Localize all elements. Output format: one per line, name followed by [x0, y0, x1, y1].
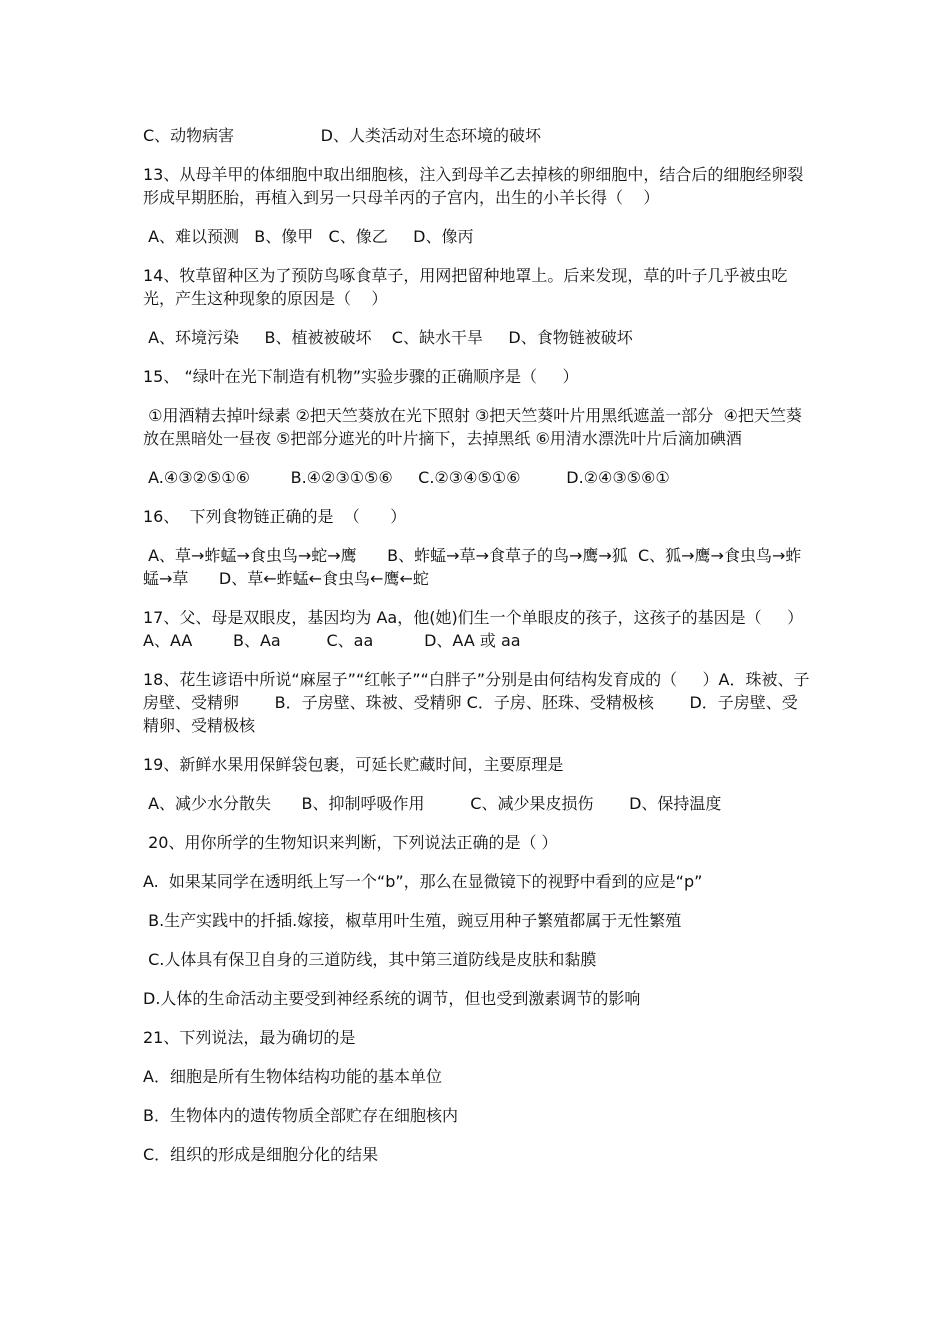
- question-17: 17、父、母是双眼皮，基因均为 Aa，他(她)们生一个单眼皮的孩子，这孩子的基因是（ ） A、AA B、Aa C、aa D、AA 或 aa: [143, 608, 814, 650]
- options-19: A、减少水分散失 B、抑制呼吸作用 C、减少果皮损伤 D、保持温度: [143, 794, 722, 813]
- option-21-c: C．组织的形成是细胞分化的结果: [143, 1145, 379, 1164]
- option-line-12: C、动物病害 D、人类活动对生态环境的破坏: [143, 126, 541, 145]
- question-14: 14、牧草留种区为了预防鸟啄食草子，用网把留种地罩上。后来发现，草的叶子几乎被虫吃光，产生这种现象的原因是（ ）: [143, 266, 788, 308]
- question-18: 18、花生谚语中所说“麻屋子”“红帐子”“白胖子”分别是由何结构发育成的（ ）A．珠被、子房壁、受精卵 B．子房壁、珠被、受精卵 C．子房、胚珠、受精极核 D．子房壁、受精卵、受精极核: [143, 670, 810, 735]
- steps-15: ①用酒精去掉叶绿素 ②把天竺葵放在光下照射 ③把天竺葵叶片用黑纸遮盖一部分 ④把天竺葵放在黑暗处一昼夜 ⑤把部分遮光的叶片摘下，去掉黑纸 ⑥用清水漂洗叶片后滴加碘酒: [143, 406, 802, 448]
- option-20-a: A. 如果某同学在透明纸上写一个“b”，那么在显微镜下的视野中看到的应是“p”: [143, 872, 703, 891]
- options-16: A、草→蚱蜢→食虫鸟→蛇→鹰 B、蚱蜢→草→食草子的鸟→鹰→狐 C、狐→鹰→食虫鸟→蚱蜢→草 D、草←蚱蜢←食虫鸟←鹰←蛇: [143, 546, 802, 588]
- option-20-b: B.生产实践中的扦插.嫁接，椒草用叶生殖，豌豆用种子繁殖都属于无性繁殖: [143, 911, 682, 930]
- option-21-b: B．生物体内的遗传物质全部贮存在细胞核内: [143, 1106, 458, 1125]
- question-16: 16、 下列食物链正确的是 （ ）: [143, 507, 407, 526]
- option-20-d: D.人体的生命活动主要受到神经系统的调节，但也受到激素调节的影响: [143, 989, 641, 1008]
- question-21: 21、下列说法，最为确切的是: [143, 1028, 356, 1047]
- question-19: 19、新鲜水果用保鲜袋包裹，可延长贮藏时间，主要原理是: [143, 755, 564, 774]
- document-page: [143, 124, 814, 1182]
- options-14: A、环境污染 B、植被被破坏 C、缺水干旱 D、食物链被破坏: [143, 328, 633, 347]
- question-20: 20、用你所学的生物知识来判断，下列说法正确的是（ ）: [143, 833, 558, 852]
- question-13: 13、从母羊甲的体细胞中取出细胞核，注入到母羊乙去掉核的卵细胞中，结合后的细胞经卵裂形成早期胚胎，再植入到另一只母羊丙的子宫内，出生的小羊长得（ ）: [143, 165, 804, 207]
- option-21-a: A．细胞是所有生物体结构功能的基本单位: [143, 1067, 442, 1086]
- option-20-c: C.人体具有保卫自身的三道防线，其中第三道防线是皮肤和黏膜: [143, 950, 597, 969]
- options-13: A、难以预测 B、像甲 C、像乙 D、像丙: [143, 227, 474, 246]
- options-15: A.④③②⑤①⑥ B.④②③①⑤⑥ C.②③④⑤①⑥ D.②④③⑤⑥①: [143, 468, 670, 487]
- question-15: 15、 “绿叶在光下制造有机物”实验步骤的正确顺序是（ ）: [143, 367, 579, 386]
